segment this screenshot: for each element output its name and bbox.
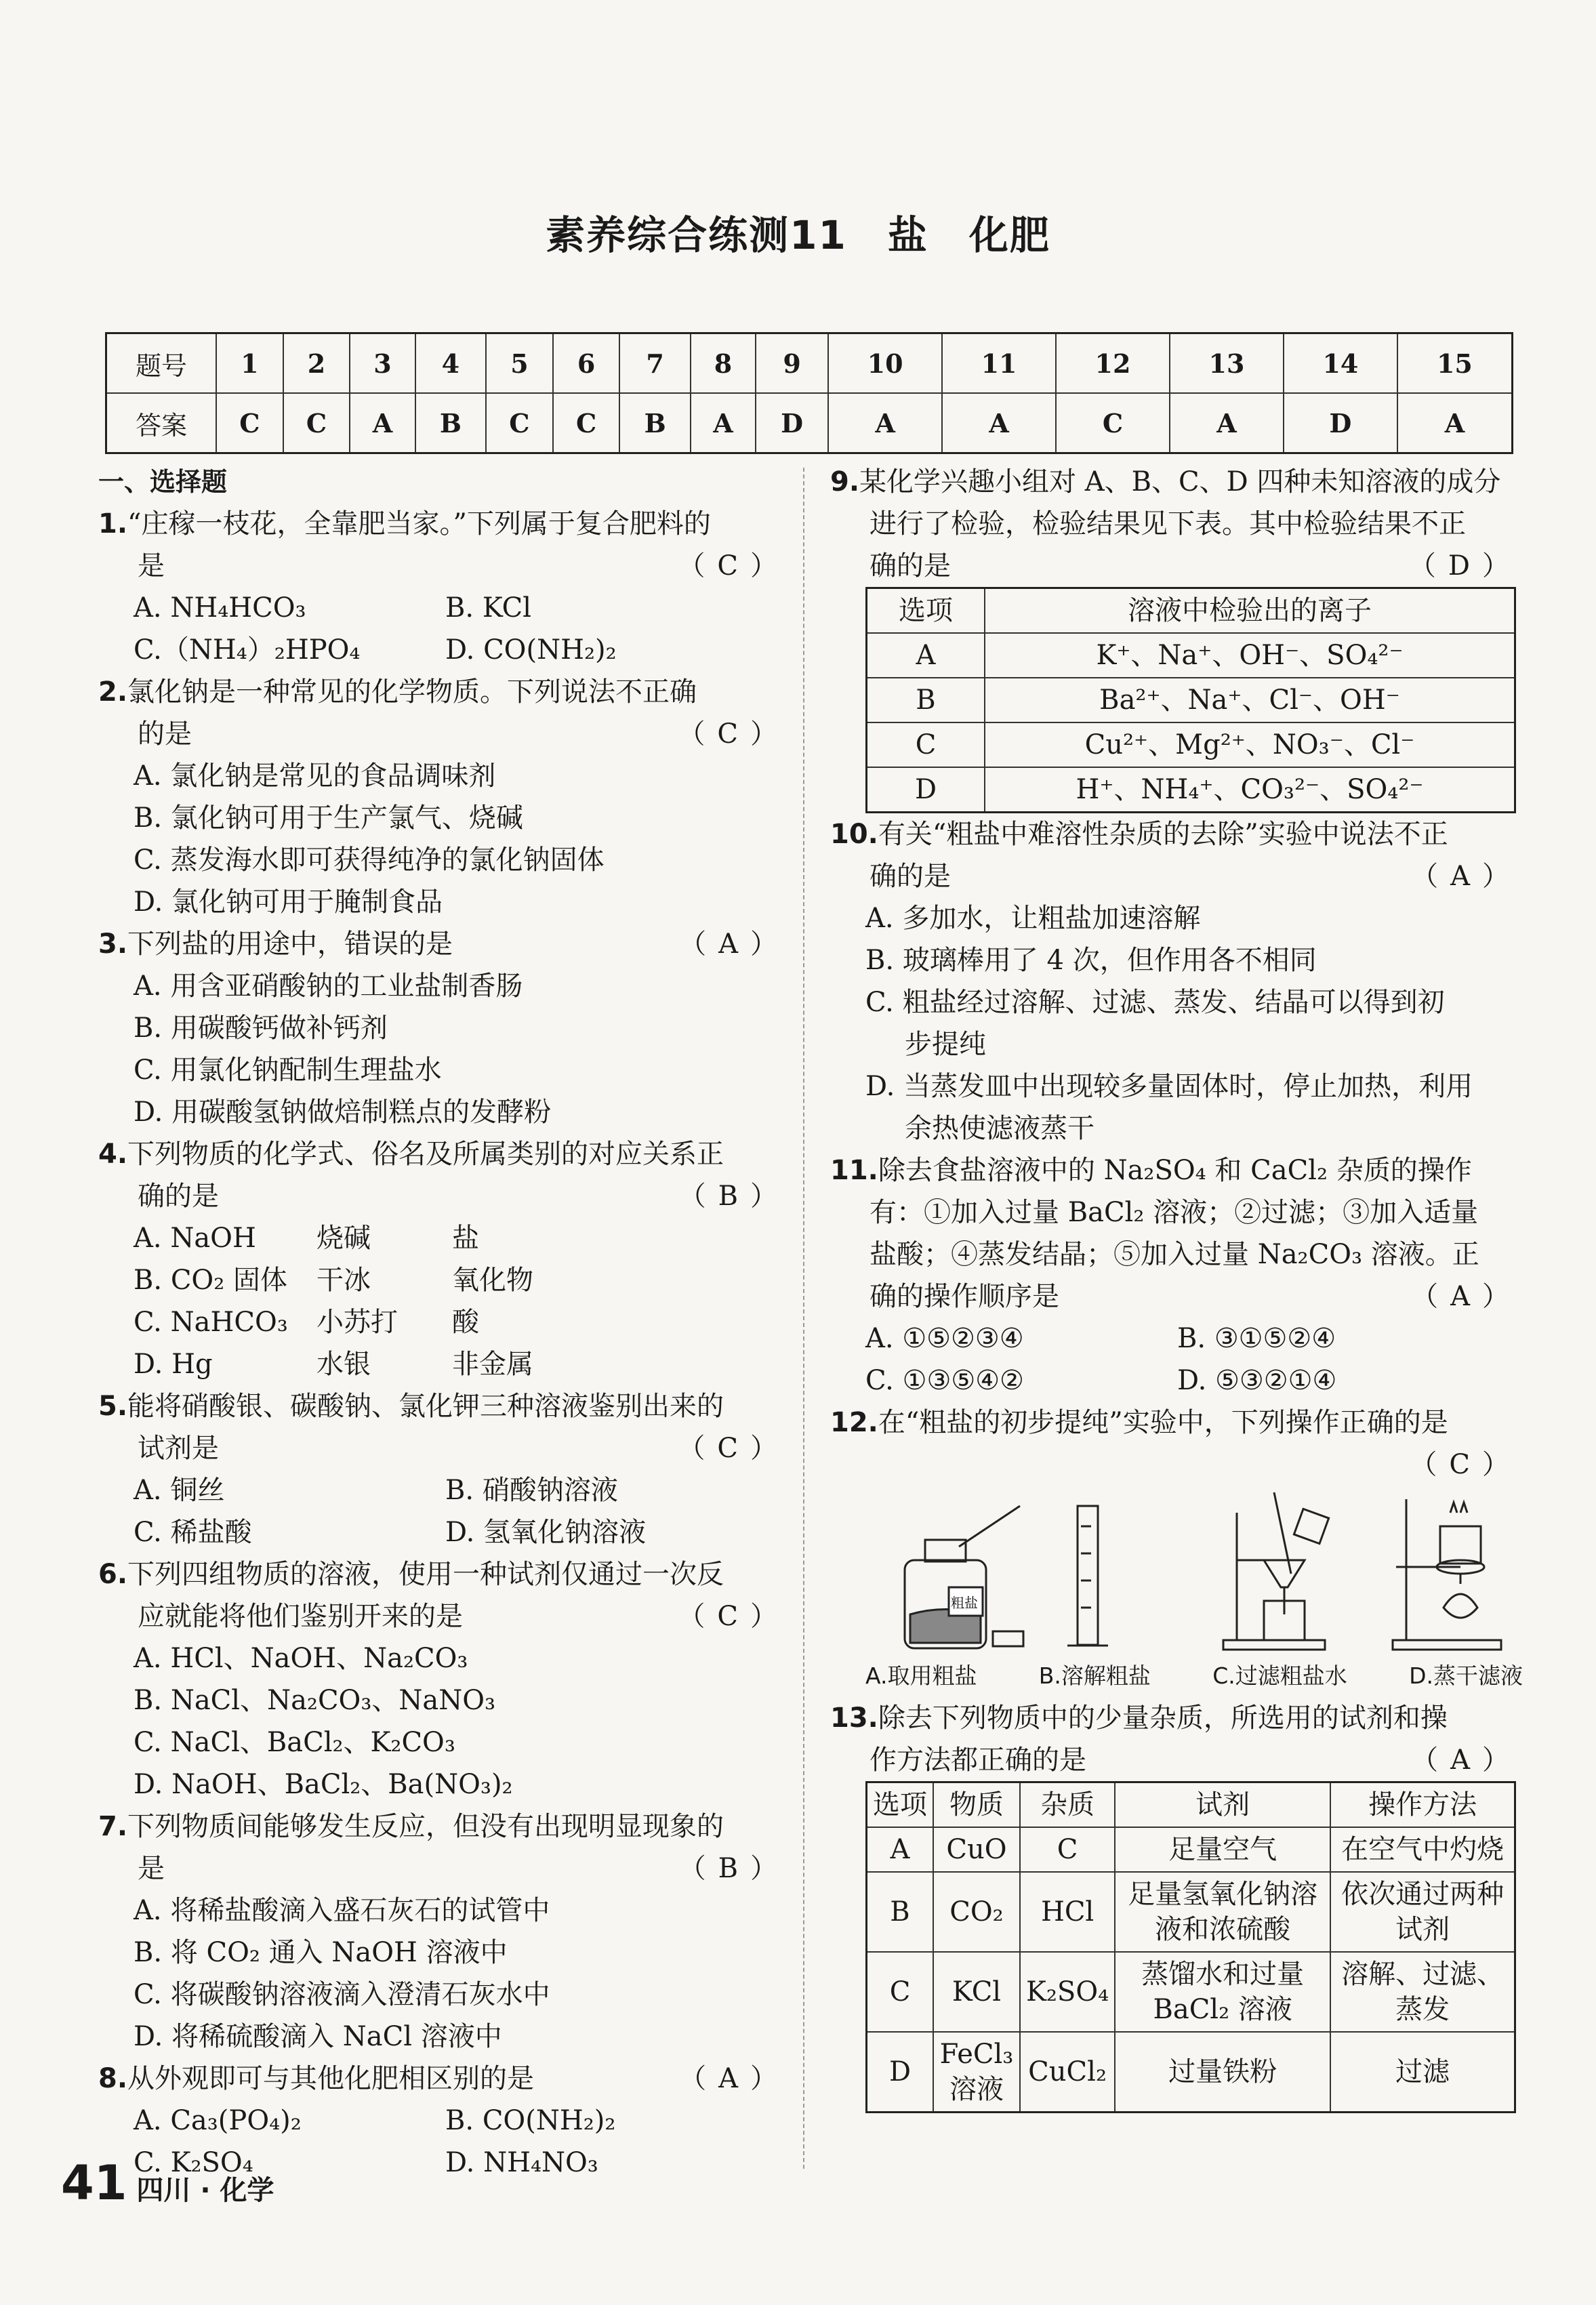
question-text: 下列盐的用途中，错误的是 [127,929,453,960]
question-number: 9. [830,466,860,497]
answer-cell: A [350,393,415,453]
answer-cell: C [486,393,553,453]
option-b: B. 将 CO₂ 通入 NaOH 溶液中 [134,1937,508,1968]
page-number: 41 [61,2155,127,2211]
option-formula: A. NaOH [134,1223,256,1254]
answer-number: 2 [283,333,350,394]
option-d-cont: 余热使滤液蒸干 [905,1113,1094,1144]
graduated-cylinder-icon [1067,1506,1108,1646]
options-row [830,1360,1521,1402]
table-cell: CuO [933,1827,1020,1872]
left-column [98,461,790,2184]
option-row [98,1301,790,1343]
table-header: 试剂 [1115,1782,1330,1828]
lab-figure-captions [865,1655,1523,1697]
question-10-line2 [830,855,1521,897]
question-number: 4. [98,1139,128,1170]
table-row [867,633,1515,678]
question-9-line3 [830,545,1521,587]
answer-cell: C [283,393,350,453]
question-4 [98,1133,790,1175]
answer-cell: A [828,393,942,453]
option-d: D. 氢氧化钠溶液 [445,1517,647,1548]
table-row [867,678,1515,722]
answer-paren: （A） [1411,1281,1521,1312]
answer-paren: （A） [1411,861,1521,892]
question-text: 确的是 [869,861,951,892]
table-header: 操作方法 [1330,1782,1515,1828]
table-cell: B [867,678,985,722]
options-row [98,1469,790,1511]
answer-table-header-number: 题号 [106,333,217,394]
table-row [867,767,1515,813]
answer-paren: （C） [678,1601,790,1632]
option-b: B. 用碳酸钙做补钙剂 [134,1013,388,1044]
option-c: C. 稀盐酸 [134,1517,252,1548]
table-cell: 在空气中灼烧 [1330,1827,1515,1872]
option-c: C. NaCl、BaCl₂、K₂CO₃ [134,1727,455,1758]
question-text: 下列物质的化学式、俗名及所属类别的对应关系正 [127,1139,724,1170]
table-row [867,1952,1515,2032]
option-category: 盐 [452,1223,479,1254]
answer-number: 1 [216,333,283,394]
table-cell: B [867,1872,934,1952]
question-11 [830,1149,1521,1191]
answer-number: 4 [415,333,486,394]
answer-table [105,332,1513,454]
table-cell: CO₂ [933,1872,1020,1952]
table-header: 杂质 [1020,1782,1115,1828]
option-a: A. 用含亚硝酸钠的工业盐制香肠 [134,971,523,1002]
question-text: 是 [138,1853,165,1884]
option-a: A. 将稀盐酸滴入盛石灰石的试管中 [134,1895,550,1926]
question-number: 12. [830,1407,878,1438]
reagent-bottle-icon [905,1506,1023,1648]
section-heading: 一、选择题 [98,467,228,497]
answer-paren: （A） [679,929,790,960]
option-formula: C. NaHCO₃ [134,1307,288,1338]
answer-number: 3 [350,333,415,394]
question-text: 应就能将他们鉴别开来的是 [138,1601,463,1632]
options-row [98,2100,790,2142]
option-d: D. CO(NH₂)₂ [445,634,617,666]
answer-number: 12 [1056,333,1170,394]
question-text: 进行了检验，检验结果见下表。其中检验结果不正 [869,508,1466,539]
table-row [867,2032,1515,2113]
options-row [830,1318,1521,1360]
question-text: 作方法都正确的是 [869,1745,1086,1776]
caption-b: B.溶解粗盐 [1038,1663,1151,1689]
table-cell: KCl [933,1952,1020,2032]
question-4-line2 [98,1175,790,1217]
options-row [98,629,790,671]
question-number: 3. [98,929,128,960]
table-cell: K⁺、Na⁺、OH⁻、SO₄²⁻ [985,633,1515,678]
option-row [98,1217,790,1259]
question-5-line2 [98,1427,790,1469]
answer-cell: B [619,393,690,453]
answer-paren: （C） [678,718,790,750]
answer-paren: （C） [1410,1449,1521,1480]
answer-cell: A [691,393,756,453]
question-number: 7. [98,1811,128,1842]
answer-cell: C [553,393,620,453]
option-a: A. Ca₃(PO₄)₂ [134,2105,302,2136]
table-cell: 足量氢氧化钠溶液和浓硫酸 [1115,1872,1330,1952]
question-13-line2 [830,1739,1521,1781]
answer-number: 8 [691,333,756,394]
question-text: 有关“粗盐中难溶性杂质的去除”实验中说法不正 [878,819,1448,850]
answer-cell: C [1056,393,1170,453]
table-header: 选项 [867,588,985,634]
option-c: C. 粗盐经过溶解、过滤、蒸发、结晶可以得到初 [865,987,1445,1018]
question-text: 确的是 [138,1181,219,1212]
table-cell: 溶解、过滤、蒸发 [1330,1952,1515,2032]
option-d: D. 当蒸发皿中出现较多量固体时，停止加热，利用 [865,1071,1473,1102]
answer-cell: A [1170,393,1284,453]
options-row [98,587,790,629]
question-12 [830,1402,1521,1444]
question-3 [98,923,790,965]
table-cell: 过滤 [1330,2032,1515,2113]
option-a: A. 多加水，让粗盐加速溶解 [865,903,1201,934]
table-cell: Ba²⁺、Na⁺、Cl⁻、OH⁻ [985,678,1515,722]
question-text: 在“粗盐的初步提纯”实验中，下列操作正确的是 [878,1407,1448,1438]
question-2 [98,671,790,713]
question-number: 13. [830,1702,878,1734]
answer-paren: （A） [1411,1745,1521,1776]
question-9 [830,461,1521,503]
question-5 [98,1385,790,1427]
table-cell: 过量铁粉 [1115,2032,1330,2113]
table-cell: Cu²⁺、Mg²⁺、NO₃⁻、Cl⁻ [985,722,1515,767]
option-formula: D. Hg [134,1349,213,1380]
answer-number: 10 [828,333,942,394]
question-12-answer [830,1444,1521,1486]
evaporation-setup-icon [1393,1499,1501,1650]
option-row [98,1343,790,1385]
table-header: 选项 [867,1782,934,1828]
answer-paren: （D） [1408,550,1521,582]
option-c: C.（NH₄）₂HPO₄ [134,634,361,666]
question-text: 除去食盐溶液中的 Na₂SO₄ 和 CaCl₂ 杂质的操作 [878,1155,1472,1186]
table-cell: FeCl₃溶液 [933,2032,1020,2113]
caption-d: D.蒸干滤液 [1409,1663,1523,1689]
table-cell: H⁺、NH₄⁺、CO₃²⁻、SO₄²⁻ [985,767,1515,813]
table-cell: 依次通过两种试剂 [1330,1872,1515,1952]
question-number: 10. [830,819,878,850]
question-number: 5. [98,1391,128,1422]
answer-paren: （A） [679,2063,790,2094]
option-d: D. NaOH、BaCl₂、Ba(NO₃)₂ [134,1769,513,1800]
answer-cell: A [942,393,1056,453]
answer-number: 6 [553,333,620,394]
question-7-line2 [98,1848,790,1890]
option-b: B. ③①⑤②④ [1177,1323,1336,1354]
answer-paren: （C） [678,1433,790,1464]
table-cell: A [867,633,985,678]
question-text: 盐酸；④蒸发结晶；⑤加入过量 Na₂CO₃ 溶液。正 [869,1239,1479,1270]
page-title: 素养综合练测11 盐 化肥 [546,212,1050,258]
options-row [98,1511,790,1553]
question-text: 能将硝酸银、碳酸钠、氯化钾三种溶液鉴别出来的 [127,1391,724,1422]
option-d: D. ⑤③②①④ [1177,1365,1337,1396]
question-2-line2 [98,713,790,755]
option-common-name: 水银 [316,1349,371,1380]
option-common-name: 小苏打 [316,1307,398,1338]
option-common-name: 烧碱 [316,1223,371,1254]
answer-cell: D [756,393,828,453]
answer-paren: （B） [678,1181,790,1212]
option-d: D. 用碳酸氢钠做焙制糕点的发酵粉 [134,1097,552,1128]
question-text: 有：①加入过量 BaCl₂ 溶液；②过滤；③加入适量 [869,1197,1479,1228]
option-c: C. 蒸发海水即可获得纯净的氯化钠固体 [134,844,605,876]
question-10 [830,813,1521,855]
table-header-row [867,588,1515,634]
option-a: A. ①⑤②③④ [865,1323,1024,1354]
question-text: 的是 [138,718,192,750]
question-text: 下列物质间能够发生反应，但没有出现明显现象的 [127,1811,724,1842]
answer-number: 9 [756,333,828,394]
table-header: 溶液中检验出的离子 [985,588,1515,634]
option-category: 非金属 [452,1349,533,1380]
option-d: D. 将稀硫酸滴入 NaCl 溶液中 [134,2021,502,2052]
table-row [867,722,1515,767]
table-cell: C [867,1952,934,2032]
question-text: 是 [138,550,165,582]
table-cell: D [867,767,985,813]
option-row [98,1259,790,1301]
question-6-line2 [98,1595,790,1637]
table-header-row [867,1782,1515,1828]
question-8 [98,2058,790,2100]
option-a: A. HCl、NaOH、Na₂CO₃ [134,1643,468,1674]
option-c: C. 将碳酸钠溶液滴入澄清石灰水中 [134,1979,550,2010]
table-cell: C [1020,1827,1115,1872]
question-1 [98,503,790,545]
option-d: D. 氯化钠可用于腌制食品 [134,886,443,918]
answer-number: 11 [942,333,1056,394]
answer-table-number-row [106,333,1513,394]
question-1-line2 [98,545,790,587]
question-text: 除去下列物质中的少量杂质，所选用的试剂和操 [878,1702,1448,1734]
option-c: C. K₂SO₄ [134,2147,253,2178]
option-b: B. CO(NH₂)₂ [445,2105,616,2136]
answer-number: 14 [1284,333,1397,394]
option-c: C. 用氯化钠配制生理盐水 [134,1055,442,1086]
question-text: 从外观即可与其他化肥相区别的是 [127,2063,535,2094]
question-7 [98,1806,790,1848]
question-text: 确的是 [869,550,951,582]
option-c-cont: 步提纯 [905,1029,986,1060]
answer-paren: （B） [678,1853,790,1884]
option-formula: B. CO₂ 固体 [134,1265,287,1296]
caption-c: C.过滤粗盐水 [1212,1663,1347,1689]
table-cell: 蒸馏水和过量BaCl₂ 溶液 [1115,1952,1330,2032]
table-row [867,1872,1515,1952]
question-11-line4 [830,1276,1521,1318]
option-b: B. KCl [445,592,532,624]
table-cell: CuCl₂ [1020,2032,1115,2113]
page-footer [61,2155,274,2211]
table-cell: C [867,722,985,767]
answer-cell: C [216,393,283,453]
option-category: 氧化物 [452,1265,533,1296]
right-column [830,461,1521,2113]
column-divider [803,468,804,2169]
question-6 [98,1553,790,1595]
option-b: B. 氯化钠可用于生产氯气、烧碱 [134,802,523,834]
question-text: 氯化钠是一种常见的化学物质。下列说法不正确 [127,676,697,708]
ion-table [865,587,1516,813]
question-number: 2. [98,676,128,708]
answer-table-header-answer: 答案 [106,393,217,453]
question-text: 确的操作顺序是 [869,1281,1059,1312]
option-c: C. ①③⑤④② [865,1365,1024,1396]
lab-apparatus-figure [830,1486,1521,1655]
option-b: B. 硝酸钠溶液 [445,1475,618,1506]
question-number: 11. [830,1155,878,1186]
table-cell: A [867,1827,934,1872]
option-b: B. 玻璃棒用了 4 次，但作用各不相同 [865,945,1317,976]
answer-table-answer-row [106,393,1513,453]
answer-cell: A [1397,393,1513,453]
option-a: A. NH₄HCO₃ [134,592,306,624]
option-category: 酸 [452,1307,479,1338]
answer-number: 5 [486,333,553,394]
answer-number: 13 [1170,333,1284,394]
purification-table [865,1781,1516,2113]
option-a: A. 铜丝 [134,1475,225,1506]
option-d: D. NH₄NO₃ [445,2147,598,2178]
question-text: “庄稼一枝花，全靠肥当家。”下列属于复合肥料的 [127,508,711,539]
option-b: B. NaCl、Na₂CO₃、NaNO₃ [134,1685,496,1716]
question-text: 某化学兴趣小组对 A、B、C、D 四种未知溶液的成分 [859,466,1501,497]
answer-number: 15 [1397,333,1513,394]
table-cell: D [867,2032,934,2113]
table-row [867,1827,1515,1872]
answer-number: 7 [619,333,690,394]
answer-cell: D [1284,393,1397,453]
question-text: 下列四组物质的溶液，使用一种试剂仅通过一次反 [127,1559,724,1590]
question-13 [830,1697,1521,1739]
question-number: 8. [98,2063,128,2094]
table-cell: K₂SO₄ [1020,1952,1115,2032]
option-a: A. 氯化钠是常见的食品调味剂 [134,760,496,792]
filtration-setup-icon [1223,1492,1329,1650]
answer-cell: B [415,393,486,453]
question-number: 6. [98,1559,128,1590]
table-header: 物质 [933,1782,1020,1828]
question-text: 试剂是 [138,1433,219,1464]
answer-paren: （C） [678,550,790,582]
table-cell: HCl [1020,1872,1115,1952]
table-cell: 足量空气 [1115,1827,1330,1872]
question-number: 1. [98,508,128,539]
caption-a: A.取用粗盐 [865,1663,977,1689]
footer-subtitle: 四川 · 化学 [136,2175,274,2206]
option-common-name: 干冰 [316,1265,371,1296]
bottle-label: 粗盐 [951,1595,978,1611]
